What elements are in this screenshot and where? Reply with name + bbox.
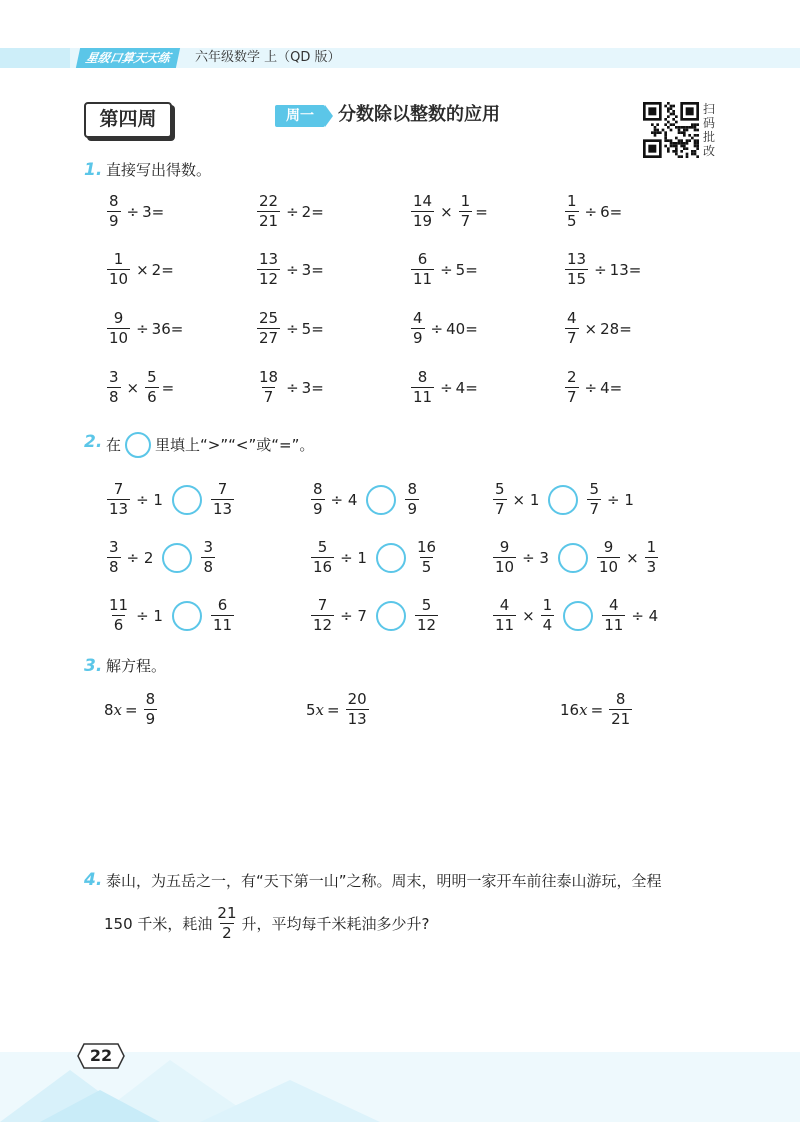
answer-circle[interactable] xyxy=(376,543,406,573)
fraction xyxy=(493,482,507,517)
fraction-numerator: 5 xyxy=(589,480,599,498)
fraction-numerator: 8 xyxy=(109,192,119,210)
operator: × xyxy=(584,319,598,338)
expression-tail: 4= xyxy=(600,378,623,397)
fraction-denominator: 7 xyxy=(460,212,471,230)
fraction xyxy=(541,598,555,633)
comparison-item xyxy=(104,540,218,575)
equation-variable: x xyxy=(579,700,588,719)
comparison-item xyxy=(308,540,441,575)
fraction-denominator: 27 xyxy=(259,329,279,347)
fraction-numerator: 7 xyxy=(217,480,228,498)
qr-code-icon[interactable] xyxy=(643,102,699,158)
fraction-denominator: 16 xyxy=(313,558,333,576)
fraction-denominator: 11 xyxy=(413,388,433,406)
fraction-denominator: 11 xyxy=(413,270,433,288)
fraction xyxy=(107,598,130,633)
fraction xyxy=(257,194,280,229)
fraction xyxy=(107,252,130,287)
expression-tail: 28= xyxy=(600,319,632,338)
fraction-numerator: 7 xyxy=(113,480,124,498)
fraction-numerator: 5 xyxy=(495,480,505,498)
fraction-denominator: 7 xyxy=(495,500,505,518)
fraction-numerator: 5 xyxy=(317,538,328,556)
fraction xyxy=(107,370,121,405)
fraction xyxy=(459,194,473,229)
fraction-denominator: 15 xyxy=(567,270,587,288)
question-2-number: 2. xyxy=(84,432,103,452)
operator-term: ÷ 1 xyxy=(340,548,367,567)
fraction-numerator: 21 xyxy=(217,904,237,922)
question-1-title: 直接写出得数。 xyxy=(106,161,212,179)
operator-term: ÷ 2 xyxy=(126,548,154,567)
operator: ÷ xyxy=(126,202,140,221)
fraction-numerator: 3 xyxy=(203,538,213,556)
question-1-number: 1. xyxy=(84,160,103,180)
fraction xyxy=(107,194,121,229)
fraction xyxy=(645,540,659,575)
question-2-title xyxy=(106,432,314,458)
operator: × xyxy=(136,260,149,279)
expression-tail: 5= xyxy=(455,260,478,279)
fraction-denominator: 21 xyxy=(611,710,631,728)
fraction xyxy=(257,370,280,405)
expression-tail: 3= xyxy=(301,378,324,397)
fraction xyxy=(493,598,516,633)
operator: ÷ xyxy=(286,378,299,397)
question-3-title: 解方程。 xyxy=(106,657,167,675)
fraction-denominator: 6 xyxy=(113,616,124,634)
fraction-numerator: 8 xyxy=(313,480,323,498)
fraction-numerator: 7 xyxy=(317,596,328,614)
expression-tail: 3= xyxy=(142,202,165,221)
fraction-denominator: 9 xyxy=(407,500,417,518)
fraction xyxy=(257,311,280,346)
calc-expression xyxy=(254,311,324,346)
fraction-numerator: 13 xyxy=(567,250,587,268)
question-2-title-post: 里填上“>”“<”或“=”。 xyxy=(155,436,315,454)
fraction-numerator: 8 xyxy=(145,690,156,708)
expression-tail: 3= xyxy=(301,260,324,279)
comparison-item xyxy=(490,598,661,633)
answer-circle[interactable] xyxy=(172,601,202,631)
calc-expression xyxy=(104,252,174,287)
expression-tail: 5= xyxy=(301,319,324,338)
fraction xyxy=(411,370,434,405)
fraction-numerator: 22 xyxy=(259,192,279,210)
operator: ÷ xyxy=(594,260,607,279)
equation xyxy=(560,692,635,727)
operator: ÷ xyxy=(440,378,453,397)
scan-to-grade-label: 扫码批改 xyxy=(703,102,716,158)
expression-tail: 2= xyxy=(301,202,324,221)
fraction-numerator: 3 xyxy=(109,538,119,556)
fraction-numerator: 1 xyxy=(542,596,553,614)
operator: ÷ xyxy=(286,319,299,338)
fraction-numerator: 1 xyxy=(460,192,471,210)
equals-sign: = xyxy=(327,700,340,719)
fraction-numerator: 6 xyxy=(417,250,428,268)
calc-expression xyxy=(562,311,632,346)
fraction-numerator: 8 xyxy=(417,368,428,386)
comparison-item xyxy=(104,598,237,633)
answer-circle[interactable] xyxy=(548,485,578,515)
fraction xyxy=(107,311,130,346)
fraction-numerator: 5 xyxy=(147,368,157,386)
operator: ÷ xyxy=(286,260,299,279)
question-4-line-2 xyxy=(104,906,429,941)
fraction-denominator: 9 xyxy=(145,710,156,728)
fraction-denominator: 7 xyxy=(263,388,274,406)
operator-term: ÷ 1 xyxy=(136,490,163,509)
fraction-denominator: 13 xyxy=(212,500,233,518)
fraction-numerator: 11 xyxy=(109,596,129,614)
operator: ÷ xyxy=(430,319,444,338)
topic-title: 分数除以整数的应用 xyxy=(338,104,500,125)
calc-expression xyxy=(254,252,324,287)
equation-variable: x xyxy=(315,700,325,719)
fraction-numerator: 13 xyxy=(259,250,279,268)
fraction-numerator: 1 xyxy=(567,192,577,210)
calc-expression xyxy=(408,370,478,405)
fraction xyxy=(311,540,334,575)
fraction-numerator: 4 xyxy=(499,596,510,614)
comparison-item xyxy=(308,598,441,633)
question-2-title-pre: 在 xyxy=(106,436,122,454)
book-subtitle: 六年级数学 上（QD 版） xyxy=(195,50,341,65)
fraction-numerator: 5 xyxy=(421,596,432,614)
answer-circle[interactable] xyxy=(563,601,593,631)
fuel-fraction xyxy=(215,906,238,941)
fraction-numerator: 2 xyxy=(567,368,577,386)
operator-term: × xyxy=(522,606,535,625)
fraction xyxy=(415,540,438,575)
fraction-denominator: 10 xyxy=(495,558,515,576)
fraction-numerator: 20 xyxy=(347,690,367,708)
fraction-denominator: 10 xyxy=(598,558,619,576)
equation xyxy=(104,692,160,727)
fraction xyxy=(587,482,601,517)
fraction xyxy=(311,482,325,517)
fraction-denominator: 9 xyxy=(413,329,423,347)
fraction xyxy=(411,252,434,287)
fraction-numerator: 6 xyxy=(217,596,228,614)
day-label: 周一 xyxy=(275,105,325,127)
calc-expression xyxy=(104,194,164,229)
calc-expression xyxy=(562,252,641,287)
fraction-numerator: 16 xyxy=(416,538,437,556)
fraction xyxy=(565,370,579,405)
question-3-number: 3. xyxy=(84,656,103,676)
operator-term: ÷ 4 xyxy=(330,490,358,509)
fraction-denominator: 9 xyxy=(313,500,323,518)
fraction-denominator: 12 xyxy=(416,616,437,634)
fraction-numerator: 9 xyxy=(499,538,510,556)
fraction-denominator: 12 xyxy=(259,270,279,288)
comparison-item xyxy=(104,482,237,517)
fraction xyxy=(411,194,434,229)
fraction xyxy=(565,194,579,229)
fraction-numerator: 1 xyxy=(113,250,124,268)
equation xyxy=(306,692,372,727)
fraction-denominator: 8 xyxy=(109,388,119,406)
question-4-number: 4. xyxy=(84,870,103,890)
calc-expression xyxy=(104,370,174,405)
fraction-numerator: 4 xyxy=(567,309,577,327)
expression-tail: 2= xyxy=(151,260,174,279)
fraction xyxy=(257,252,280,287)
fraction-numerator: 9 xyxy=(603,538,614,556)
fraction xyxy=(201,540,215,575)
fraction-denominator: 4 xyxy=(542,616,553,634)
fraction-numerator: 1 xyxy=(646,538,657,556)
question-4-line-1: 泰山，为五岳之一，有“天下第一山”之称。周末，明明一家开车前往泰山游玩，全程 xyxy=(106,872,662,890)
fraction xyxy=(405,482,419,517)
operator: ÷ xyxy=(286,202,299,221)
fraction-denominator: 8 xyxy=(203,558,213,576)
calc-expression xyxy=(104,311,183,346)
fraction-denominator: 5 xyxy=(421,558,432,576)
comparison-item xyxy=(490,482,637,517)
fraction xyxy=(597,540,620,575)
equals-sign: = xyxy=(125,700,138,719)
fraction xyxy=(107,540,121,575)
fraction-denominator: 10 xyxy=(109,329,129,347)
fraction-denominator: 11 xyxy=(495,616,515,634)
calc-expression xyxy=(562,370,622,405)
expression-tail: 36= xyxy=(151,319,184,338)
fraction xyxy=(346,692,369,727)
expression-tail: = xyxy=(475,202,488,221)
fraction-numerator: 25 xyxy=(259,309,279,327)
fraction-denominator: 19 xyxy=(413,212,433,230)
equation-coefficient: 8 xyxy=(104,700,114,719)
equation-variable: x xyxy=(113,700,123,719)
fraction-denominator: 8 xyxy=(109,558,119,576)
operator-term: ÷ 1 xyxy=(136,606,163,625)
fraction xyxy=(144,692,158,727)
fraction-denominator: 5 xyxy=(567,212,577,230)
operator: ÷ xyxy=(584,378,598,397)
expression-tail: = xyxy=(161,378,175,397)
operator: ÷ xyxy=(136,319,149,338)
fraction-numerator: 9 xyxy=(113,309,124,327)
fraction xyxy=(311,598,334,633)
fraction-denominator: 7 xyxy=(567,329,577,347)
operator-term: ÷ 1 xyxy=(606,490,634,509)
calc-expression xyxy=(254,194,324,229)
answer-circle[interactable] xyxy=(376,601,406,631)
answer-circle[interactable] xyxy=(172,485,202,515)
answer-circle-icon xyxy=(125,432,151,458)
fraction-denominator: 9 xyxy=(109,212,119,230)
fraction-numerator: 8 xyxy=(407,480,417,498)
fraction xyxy=(211,482,234,517)
question-4-line-2-post: 升，平均每千米耗油多少升? xyxy=(241,915,430,933)
fraction xyxy=(107,482,130,517)
fraction-denominator: 10 xyxy=(109,270,129,288)
expression-tail: 4= xyxy=(455,378,478,397)
fraction-denominator: 2 xyxy=(222,924,232,942)
week-label: 第四周 xyxy=(84,102,172,138)
operator: ÷ xyxy=(440,260,453,279)
fraction-denominator: 13 xyxy=(347,710,367,728)
fraction xyxy=(493,540,516,575)
fraction-denominator: 6 xyxy=(147,388,157,406)
calc-expression xyxy=(408,311,478,346)
operator: ÷ xyxy=(584,202,598,221)
answer-circle[interactable] xyxy=(558,543,588,573)
fraction-denominator: 11 xyxy=(212,616,233,634)
calc-expression xyxy=(408,194,488,229)
fraction xyxy=(411,311,425,346)
fraction-denominator: 7 xyxy=(589,500,599,518)
operator: × xyxy=(126,378,140,397)
fraction-denominator: 13 xyxy=(109,500,129,518)
fraction xyxy=(565,311,579,346)
fraction xyxy=(609,692,632,727)
fraction xyxy=(565,252,588,287)
calc-expression xyxy=(408,252,478,287)
fraction-numerator: 4 xyxy=(413,309,423,327)
equation-coefficient: 5 xyxy=(306,700,316,719)
fraction-numerator: 8 xyxy=(615,690,626,708)
comparison-item xyxy=(308,482,422,517)
series-brand-label: 星级口算天天练 xyxy=(76,48,180,68)
operator: × xyxy=(440,202,453,221)
calc-expression xyxy=(562,194,622,229)
expression-tail: 40= xyxy=(446,319,478,338)
fraction-numerator: 18 xyxy=(259,368,279,386)
fraction-numerator: 4 xyxy=(608,596,619,614)
answer-circle[interactable] xyxy=(162,543,192,573)
fraction-denominator: 11 xyxy=(604,616,624,634)
fraction-denominator: 3 xyxy=(646,558,657,576)
expression-tail: 13= xyxy=(609,260,642,279)
page-number: 22 xyxy=(89,1046,113,1065)
equals-sign: = xyxy=(590,700,604,719)
fraction-numerator: 3 xyxy=(109,368,119,386)
fraction xyxy=(145,370,159,405)
operator-term: × 1 xyxy=(512,490,540,509)
operator-term: ÷ 4 xyxy=(631,606,659,625)
expression-tail: 6= xyxy=(600,202,623,221)
fraction-numerator: 14 xyxy=(413,192,433,210)
calc-expression xyxy=(254,370,324,405)
fraction-denominator: 7 xyxy=(567,388,577,406)
operator-term: × xyxy=(626,548,639,567)
fraction-denominator: 21 xyxy=(259,212,279,230)
fraction-denominator: 12 xyxy=(313,616,333,634)
fraction xyxy=(211,598,234,633)
operator-term: ÷ 3 xyxy=(522,548,549,567)
question-4-line-2-pre: 150 千米，耗油 xyxy=(104,915,213,933)
equation-coefficient: 16 xyxy=(560,700,580,719)
operator-term: ÷ 7 xyxy=(340,606,367,625)
fraction xyxy=(602,598,625,633)
fraction xyxy=(415,598,438,633)
comparison-item xyxy=(490,540,661,575)
answer-circle[interactable] xyxy=(366,485,396,515)
